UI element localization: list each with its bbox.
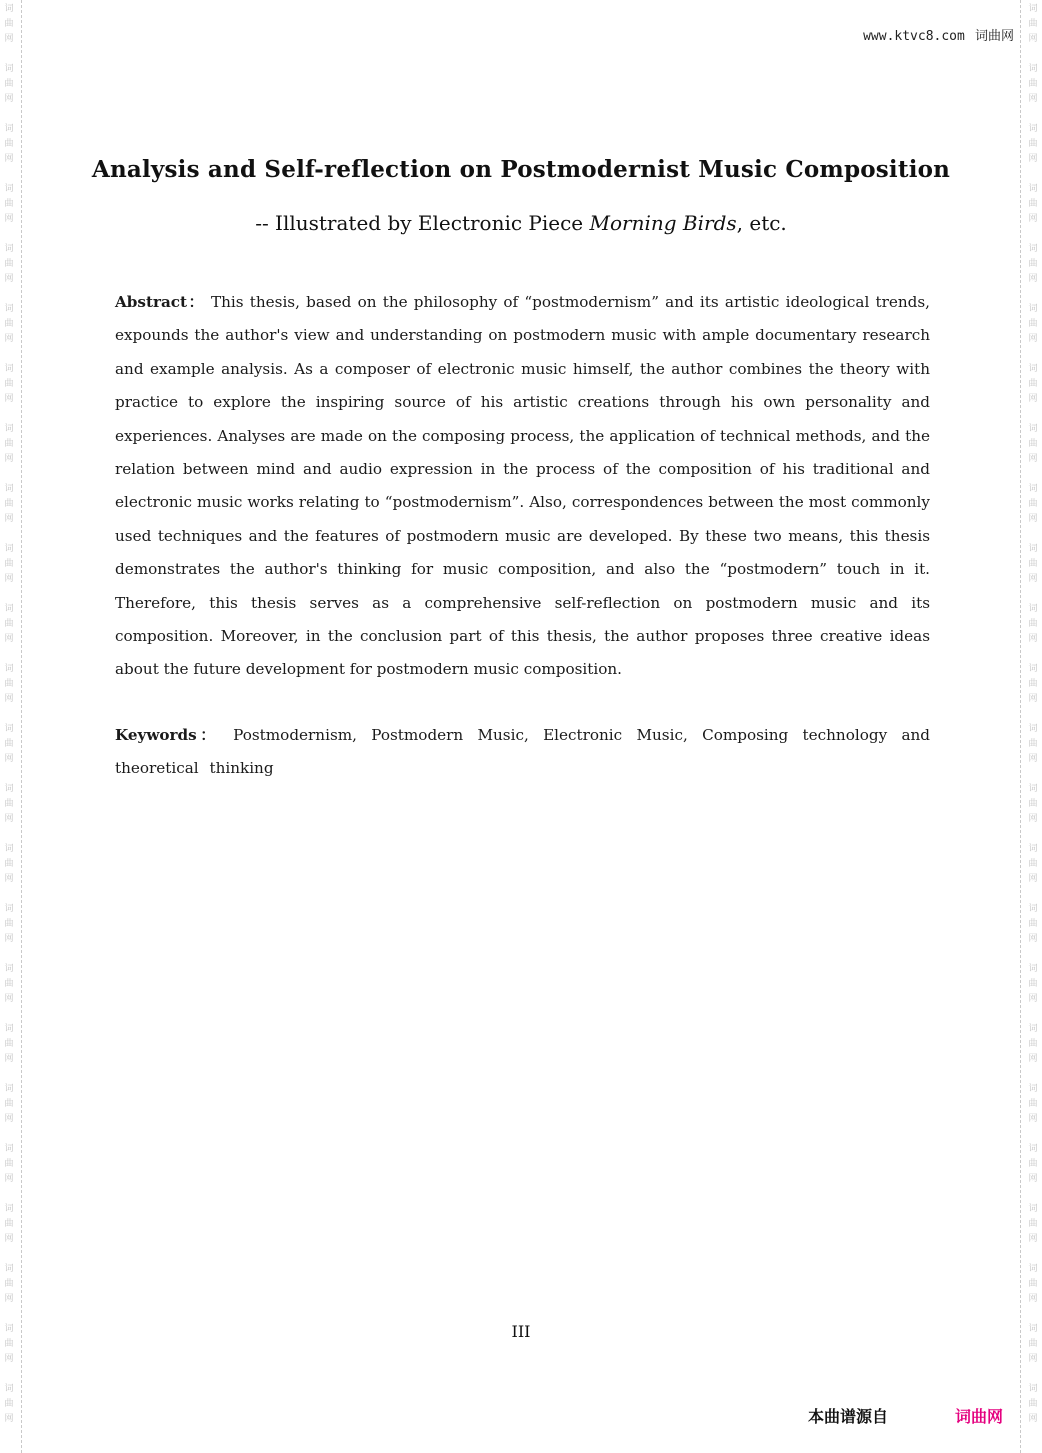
page-subtitle [0,211,1042,235]
watermark-char: 曲 [1028,499,1038,509]
watermark-char: 曲 [4,1219,14,1229]
watermark-group [4,482,13,542]
watermark-char: 网 [1028,754,1038,764]
watermark-char: 曲 [4,1279,14,1289]
watermark-char: 网 [4,94,14,104]
watermark-char: 曲 [1028,259,1038,269]
watermark-char: 曲 [4,499,14,509]
watermark-char: 词 [4,364,14,374]
watermark-char: 网 [4,1414,14,1424]
watermark-char: 词 [1028,1264,1038,1274]
watermark-group [1028,482,1037,542]
watermark-char: 网 [4,274,14,284]
watermark-char: 曲 [4,679,14,689]
footer-source-text: 本曲谱源自 [808,1407,889,1426]
watermark-char: 曲 [4,1099,14,1109]
watermark-group [1028,302,1037,362]
watermark-group [4,1262,13,1322]
watermark-char: 网 [4,514,14,524]
watermark-char: 词 [4,664,14,674]
watermark-group [1028,542,1037,602]
watermark-char: 曲 [4,1339,14,1349]
watermark-char: 曲 [4,19,14,29]
watermark-char: 词 [1028,904,1038,914]
watermark-char: 曲 [1028,799,1038,809]
watermark-char: 词 [4,184,14,194]
watermark-char: 词 [4,784,14,794]
watermark-char: 词 [1028,364,1038,374]
watermark-group [1028,722,1037,782]
watermark-char: 曲 [1028,1219,1038,1229]
watermark-char: 曲 [4,1159,14,1169]
watermark-char: 网 [4,334,14,344]
watermark-group [1028,602,1037,662]
watermark-char: 词 [1028,1384,1038,1394]
watermark-char: 曲 [4,439,14,449]
watermark-group [4,1202,13,1262]
watermark-char: 网 [4,1354,14,1364]
watermark-group [4,842,13,902]
watermark-char: 曲 [1028,1399,1038,1409]
watermark-group [1028,1022,1037,1082]
watermark-group [4,1142,13,1202]
watermark-char: 网 [1028,1294,1038,1304]
watermark-group [4,662,13,722]
watermark-group [4,962,13,1022]
watermark-char: 词 [1028,484,1038,494]
watermark-char: 词 [1028,1024,1038,1034]
watermark-char: 词 [4,1384,14,1394]
watermark-char: 曲 [4,979,14,989]
watermark-char: 网 [4,214,14,224]
watermark-char: 词 [4,4,14,14]
watermark-char: 词 [4,1024,14,1034]
watermark-char: 网 [1028,454,1038,464]
watermark-char: 词 [1028,1084,1038,1094]
watermark-char: 网 [1028,994,1038,1004]
watermark-char: 网 [4,934,14,944]
watermark-char: 词 [1028,724,1038,734]
watermark-char: 词 [1028,304,1038,314]
watermark-char: 词 [1028,844,1038,854]
watermark-char: 词 [4,1084,14,1094]
watermark-char: 词 [4,604,14,614]
watermark-group [1028,2,1037,62]
watermark-char: 词 [4,1144,14,1154]
watermark-group [1028,962,1037,1022]
watermark-char: 词 [1028,184,1038,194]
watermark-char: 词 [4,304,14,314]
watermark-char: 曲 [4,619,14,629]
watermark-char: 词 [4,964,14,974]
watermark-char: 曲 [4,739,14,749]
watermark-char: 词 [4,844,14,854]
page-number: III [511,1322,531,1341]
watermark-char: 词 [4,64,14,74]
watermark-char: 网 [4,1174,14,1184]
watermark-char: 词 [1028,124,1038,134]
watermark-char: 网 [1028,574,1038,584]
watermark-char: 网 [1028,154,1038,164]
watermark-char: 网 [4,454,14,464]
watermark-char: 词 [1028,1144,1038,1154]
watermark-char: 词 [4,1264,14,1274]
abstract-paragraph [115,286,930,687]
watermark-char: 曲 [4,379,14,389]
watermark-char: 网 [4,694,14,704]
watermark-char: 词 [1028,424,1038,434]
watermark-char: 网 [4,1054,14,1064]
watermark-group [4,242,13,302]
watermark-char: 网 [1028,634,1038,644]
watermark-group [1028,902,1037,962]
watermark-char: 词 [4,424,14,434]
watermark-char: 曲 [1028,19,1038,29]
watermark-char: 曲 [4,1039,14,1049]
watermark-char: 曲 [4,319,14,329]
watermark-char: 词 [4,484,14,494]
watermark-char: 词 [4,124,14,134]
watermark-char: 曲 [1028,439,1038,449]
watermark-char: 曲 [4,79,14,89]
watermark-group [4,362,13,422]
watermark-char: 网 [4,814,14,824]
header-site-url: www.ktvc8.com [863,29,965,44]
watermark-group [1028,1262,1037,1322]
watermark-char: 曲 [1028,1099,1038,1109]
watermark-char: 网 [1028,214,1038,224]
watermark-group [1028,842,1037,902]
keywords-label: Keywords： [115,726,219,744]
keywords-text: Postmodernism, Postmodern Music, Electronic Music, Composing technology and theoretical thinking [115,726,930,778]
watermark-char: 网 [1028,934,1038,944]
watermark-char: 网 [1028,1114,1038,1124]
watermark-char: 词 [1028,64,1038,74]
watermark-char: 曲 [4,199,14,209]
watermark-group [1028,662,1037,722]
watermark-char: 曲 [1028,679,1038,689]
watermark-group [4,602,13,662]
watermark-group [4,722,13,782]
watermark-group [4,1082,13,1142]
watermark-char: 网 [1028,394,1038,404]
watermark-char: 曲 [1028,1039,1038,1049]
watermark-char: 曲 [1028,979,1038,989]
watermark-group [4,1382,13,1442]
watermark-char: 词 [1028,604,1038,614]
watermark-group [4,782,13,842]
watermark-group [4,62,13,122]
watermark-char: 网 [1028,334,1038,344]
watermark-char: 网 [4,34,14,44]
watermark-group [4,422,13,482]
watermark-group [1028,1082,1037,1142]
abstract-text: This thesis, based on the philosophy of “postmodernism” and its artistic ideological trends, expounds the author's view and understanding on postmodern music with ample documentary research and example analysis. As a composer of electronic music himself, the author combines the theory with practice to explore the inspiring source of his artistic creations through his own personality and experiences. Analyses are made on the composing process, the application of technical methods, and the relation between mind and audio expression in the process of the composition of his traditional and electronic music works relating to “postmodernism”. Also, correspondences between the most commonly used techniques and the features of postmodern music are developed. By these two means, this thesis demonstrates the author's thinking for music composition, and also the “postmodern” touch in it. Therefore, this thesis serves as a comprehensive self-reflection on postmodern music and its composition. Moreover, in the conclusion part of this thesis, the author proposes three creative ideas about the future development for postmodern music composition. [115,293,931,679]
subtitle-prefix: -- Illustrated by Electronic Piece [255,211,590,235]
abstract-label: Abstract： [115,293,206,311]
watermark-char: 网 [4,1234,14,1244]
subtitle-italic-work-title: Morning Birds [589,211,737,235]
watermark-char: 网 [1028,1054,1038,1064]
watermark-group [4,2,13,62]
watermark-char: 曲 [1028,319,1038,329]
watermark-char: 词 [4,544,14,554]
watermark-char: 网 [1028,1174,1038,1184]
watermark-char: 网 [4,874,14,884]
keywords-paragraph [115,719,930,786]
watermark-char: 词 [4,904,14,914]
watermark-char: 词 [1028,1324,1038,1334]
watermark-char: 曲 [1028,919,1038,929]
watermark-char: 曲 [1028,559,1038,569]
watermark-char: 网 [1028,874,1038,884]
watermark-group [1028,1382,1037,1442]
watermark-char: 曲 [1028,739,1038,749]
watermark-char: 词 [4,1324,14,1334]
watermark-char: 网 [4,394,14,404]
watermark-char: 网 [1028,694,1038,704]
watermark-char: 词 [1028,1204,1038,1214]
subtitle-suffix: , etc. [736,211,787,235]
header-site-brand: 词曲网 [974,29,1014,44]
watermark-char: 网 [1028,274,1038,284]
watermark-char: 网 [4,1294,14,1304]
watermark-char: 曲 [4,859,14,869]
watermark-char: 网 [1028,1234,1038,1244]
watermark-char: 网 [1028,1414,1038,1424]
watermark-char: 网 [1028,1354,1038,1364]
footer-brand-text: 词曲网 [955,1407,1004,1426]
watermark-char: 网 [1028,34,1038,44]
watermark-char: 网 [4,634,14,644]
watermark-char: 词 [1028,964,1038,974]
watermark-char: 曲 [1028,199,1038,209]
watermark-group [4,1022,13,1082]
watermark-char: 网 [1028,814,1038,824]
watermark-group [1028,242,1037,302]
watermark-char: 曲 [4,139,14,149]
watermark-group [1028,422,1037,482]
watermark-char: 曲 [1028,619,1038,629]
watermark-group [1028,1142,1037,1202]
watermark-char: 词 [1028,784,1038,794]
watermark-group [1028,62,1037,122]
watermark-group [4,902,13,962]
watermark-char: 曲 [1028,1159,1038,1169]
header-site-label [863,25,1014,44]
watermark-group [4,542,13,602]
watermark-char: 网 [4,154,14,164]
watermark-char: 曲 [1028,139,1038,149]
watermark-char: 网 [4,574,14,584]
watermark-char: 曲 [4,1399,14,1409]
watermark-char: 曲 [4,259,14,269]
watermark-char: 词 [1028,244,1038,254]
watermark-group [1028,362,1037,422]
watermark-char: 网 [1028,514,1038,524]
watermark-char: 曲 [4,919,14,929]
watermark-char: 词 [4,724,14,734]
watermark-char: 词 [4,244,14,254]
watermark-char: 曲 [1028,1339,1038,1349]
watermark-group [1028,782,1037,842]
watermark-char: 词 [4,1204,14,1214]
watermark-char: 词 [1028,4,1038,14]
watermark-char: 词 [1028,544,1038,554]
page-title: Analysis and Self-reflection on Postmodernist Music Composition [91,156,951,183]
watermark-char: 曲 [1028,379,1038,389]
watermark-char: 曲 [4,799,14,809]
watermark-char: 词 [1028,664,1038,674]
watermark-char: 曲 [1028,1279,1038,1289]
watermark-char: 曲 [1028,859,1038,869]
watermark-group [4,302,13,362]
watermark-char: 网 [4,1114,14,1124]
watermark-char: 网 [4,994,14,1004]
watermark-char: 网 [1028,94,1038,104]
watermark-char: 网 [4,754,14,764]
watermark-group [1028,1202,1037,1262]
watermark-char: 曲 [4,559,14,569]
watermark-char: 曲 [1028,79,1038,89]
